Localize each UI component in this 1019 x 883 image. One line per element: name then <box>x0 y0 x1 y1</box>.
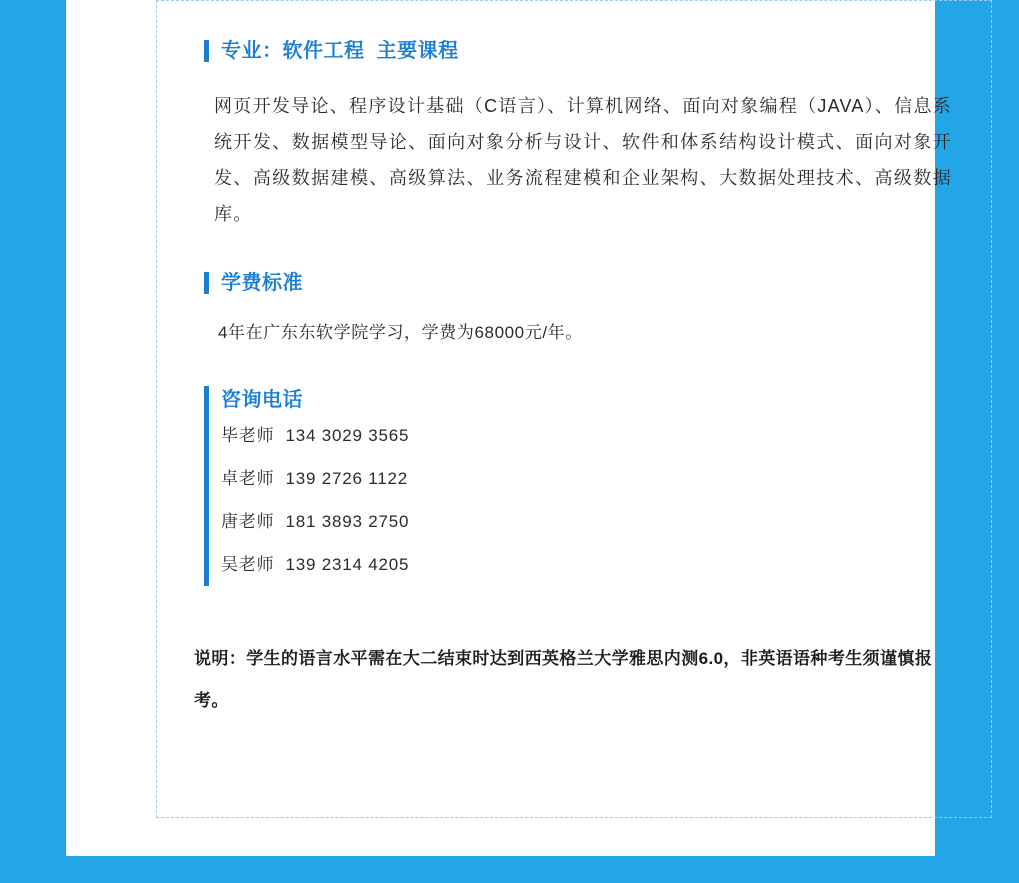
list-item: 吴老师 139 2314 4205 <box>221 555 410 574</box>
list-item: 卓老师 139 2726 1122 <box>221 469 409 488</box>
section-heading-major <box>204 40 964 62</box>
contact-list <box>209 386 409 586</box>
section-heading-tuition <box>204 272 964 294</box>
heading-accent-bar <box>204 272 209 294</box>
major-courses-text: 网页开发导论、程序设计基础（C语言）、计算机网络、面向对象编程（JAVA）、信息系统开发、数据模型导论、面向对象分析与设计、软件和体系结构设计模式、面向对象开发、高级数据建模、高级算法、业务流程建模和企业架构、大数据处理技术、高级数据库。 <box>214 96 952 224</box>
heading-accent-bar <box>204 40 209 62</box>
list-item: 毕老师 134 3029 3565 <box>221 426 410 445</box>
note-text: 说明：学生的语言水平需在大二结束时达到西英格兰大学雅思内测6.0，非英语语种考生须谨慎报考。 <box>194 649 933 710</box>
contact-block <box>204 386 964 586</box>
content-area <box>156 0 992 818</box>
section-heading-tuition-label: 学费标准 <box>221 272 303 294</box>
section-heading-major-label: 专业：软件工程 主要课程 <box>221 40 459 62</box>
tuition-text: 4年在广东东软学院学习，学费为68000元/年。 <box>218 323 583 342</box>
content-card <box>66 0 952 856</box>
list-item: 唐老师 181 3893 2750 <box>221 512 410 531</box>
section-heading-contact-label: 咨询电话 <box>221 389 303 411</box>
